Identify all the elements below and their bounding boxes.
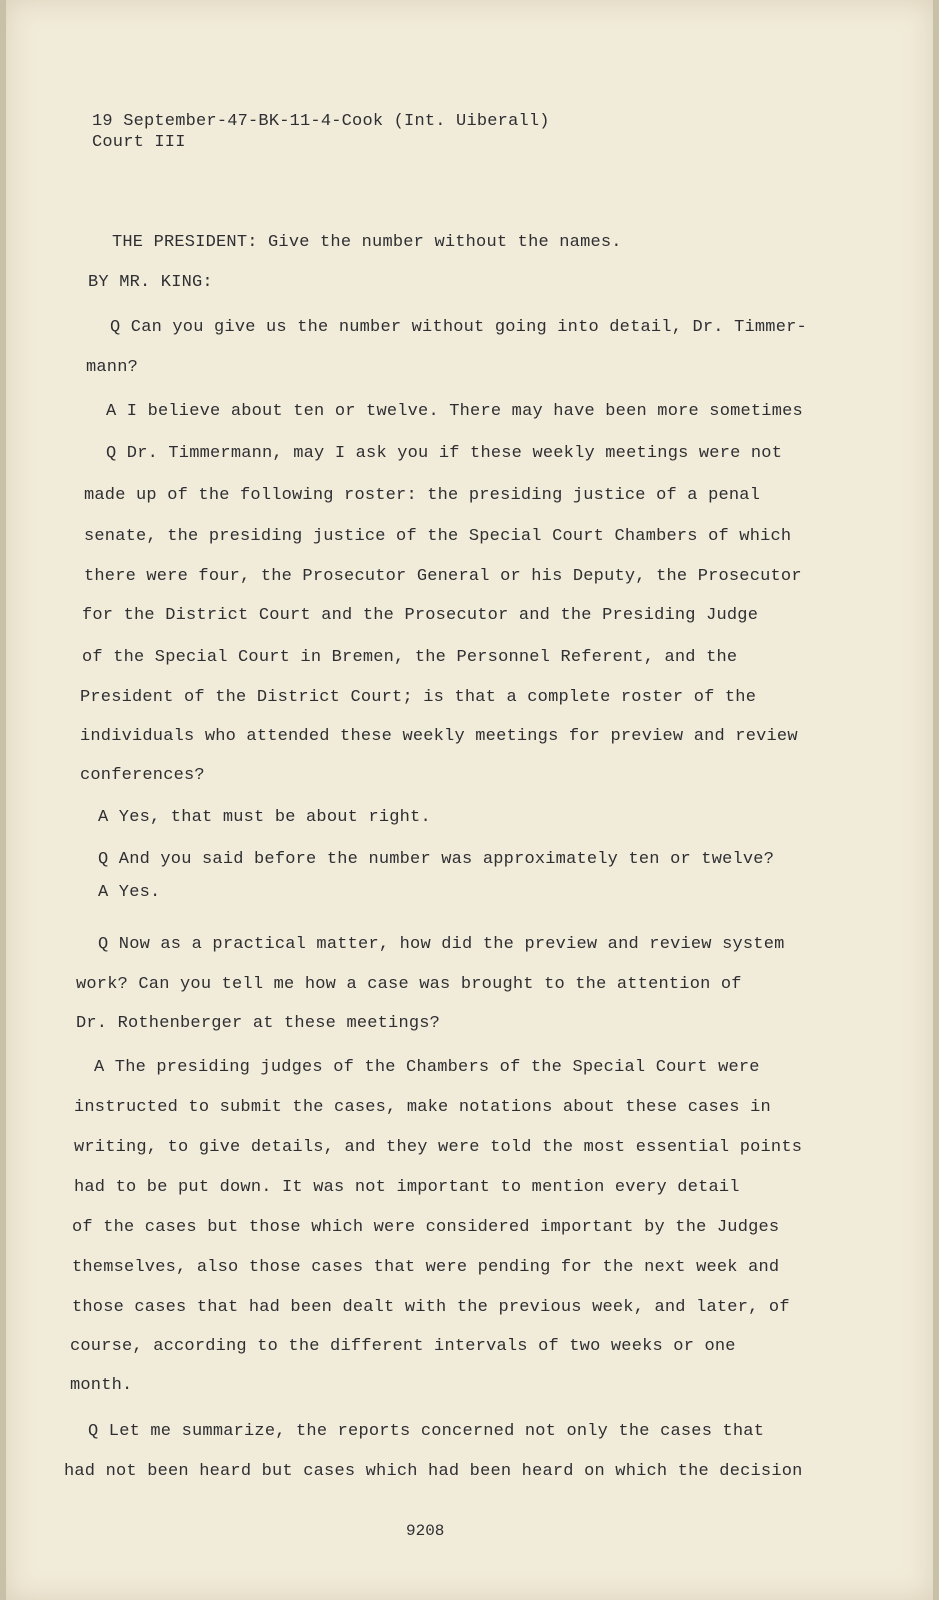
transcript-line: course, according to the different intervals of two weeks or one	[70, 1337, 736, 1356]
transcript-line: conferences?	[80, 766, 205, 785]
transcript-line: of the cases but those which were considered important by the Judges	[72, 1218, 780, 1237]
transcript-line: Q Let me summarize, the reports concerned not only the cases that	[88, 1422, 765, 1441]
transcript-line: themselves, also those cases that were pending for the next week and	[72, 1258, 780, 1277]
transcript-line: A The presiding judges of the Chambers of the Special Court were	[94, 1058, 760, 1077]
transcript-line: month.	[70, 1376, 133, 1395]
transcript-line: individuals who attended these weekly meetings for preview and review	[80, 727, 798, 746]
transcript-line: Q And you said before the number was approximately ten or twelve?	[98, 850, 775, 869]
transcript-line: mann?	[86, 358, 139, 377]
header-line-2: Court III	[92, 133, 186, 152]
transcript-line: Q Now as a practical matter, how did the preview and review system	[98, 935, 785, 954]
transcript-line: A Yes.	[98, 883, 161, 902]
transcript-line: A I believe about ten or twelve. There may have been more sometimes	[106, 402, 803, 421]
header-line-1: 19 September-47-BK-11-4-Cook (Int. Uiberall)	[92, 112, 550, 131]
transcript-line: work? Can you tell me how a case was brought to the attention of	[76, 975, 742, 994]
transcript-line: instructed to submit the cases, make notations about these cases in	[74, 1098, 771, 1117]
transcript-line: made up of the following roster: the presiding justice of a penal	[84, 486, 761, 505]
page-number: 9208	[406, 1522, 445, 1540]
transcript-line: A Yes, that must be about right.	[98, 808, 431, 827]
transcript-line: there were four, the Prosecutor General or his Deputy, the Prosecutor	[84, 567, 802, 586]
transcript-line: BY MR. KING:	[88, 273, 213, 292]
transcript-line: Dr. Rothenberger at these meetings?	[76, 1014, 441, 1033]
transcript-line: those cases that had been dealt with the previous week, and later, of	[72, 1298, 790, 1317]
document-page	[6, 0, 933, 1600]
transcript-line: Q Can you give us the number without going into detail, Dr. Timmer-	[110, 318, 807, 337]
transcript-line: of the Special Court in Bremen, the Personnel Referent, and the	[82, 648, 738, 667]
transcript-line: had not been heard but cases which had been heard on which the decision	[64, 1462, 803, 1481]
transcript-line: President of the District Court; is that a complete roster of the	[80, 688, 757, 707]
transcript-line: for the District Court and the Prosecutor and the Presiding Judge	[82, 606, 759, 625]
transcript-line: had to be put down. It was not important to mention every detail	[74, 1178, 740, 1197]
transcript-line: senate, the presiding justice of the Special Court Chambers of which	[84, 527, 792, 546]
transcript-line: writing, to give details, and they were told the most essential points	[74, 1138, 803, 1157]
transcript-line: THE PRESIDENT: Give the number without the names.	[112, 233, 622, 252]
transcript-line: Q Dr. Timmermann, may I ask you if these weekly meetings were not	[106, 444, 783, 463]
